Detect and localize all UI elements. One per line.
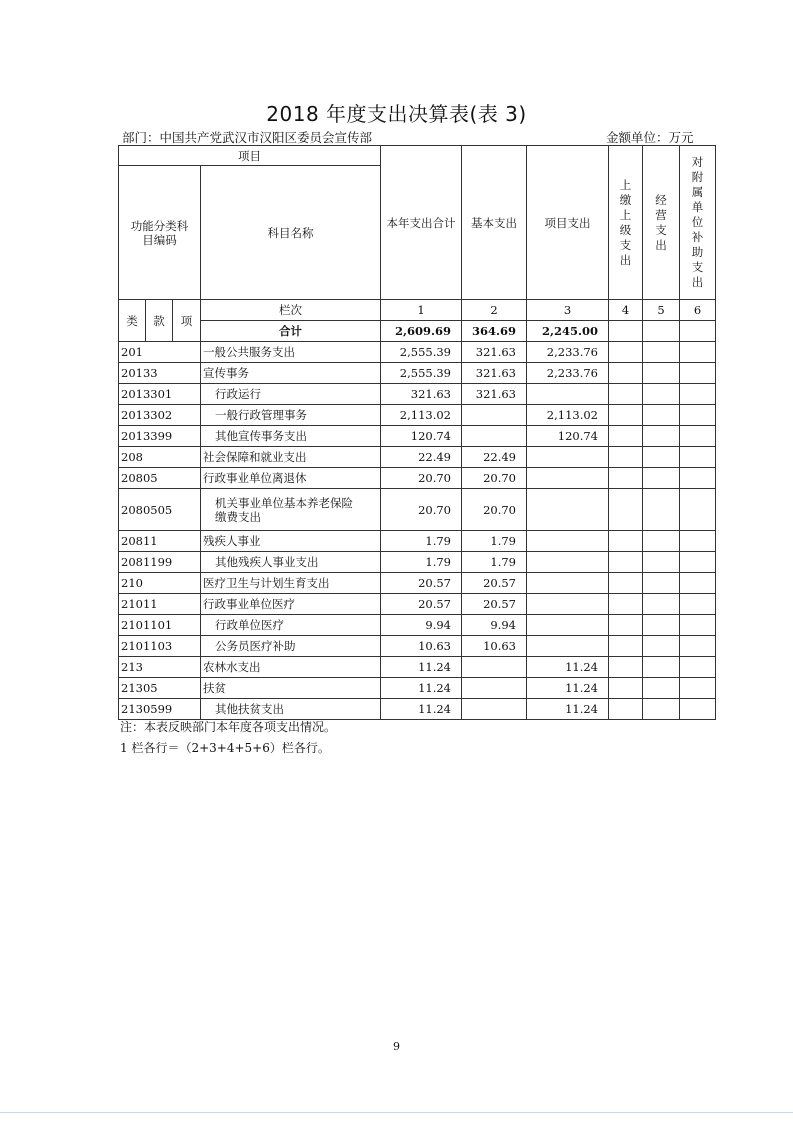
- expenditure-table: [118, 145, 716, 720]
- note-line-2: 1 栏各行＝（2+3+4+5+6）栏各行。: [120, 741, 330, 755]
- row-basic: 1.79: [462, 531, 527, 552]
- row-subject-name: 一般行政管理事务: [201, 405, 381, 426]
- row-upper-pay: [609, 447, 643, 468]
- row-total: 11.24: [381, 678, 462, 699]
- row-basic: 10.63: [462, 636, 527, 657]
- row-basic: 20.70: [462, 468, 527, 489]
- row-subject-name: 行政事业单位医疗: [201, 594, 381, 615]
- row-code: 210: [119, 573, 201, 594]
- row-business: [643, 426, 680, 447]
- col-num-3: 3: [527, 300, 609, 321]
- header-lei: 类: [119, 300, 146, 342]
- row-upper-pay: [609, 468, 643, 489]
- header-column-no: 栏次: [201, 300, 381, 321]
- table-row: [119, 657, 716, 678]
- row-upper-pay: [609, 489, 643, 531]
- row-basic: 321.63: [462, 342, 527, 363]
- row-subsidiary: [680, 531, 716, 552]
- row-project: [527, 468, 609, 489]
- row-business: [643, 657, 680, 678]
- row-total: 10.63: [381, 636, 462, 657]
- row-upper-pay: [609, 678, 643, 699]
- row-subject-name: 社会保障和就业支出: [201, 447, 381, 468]
- data-rows: [119, 342, 716, 720]
- row-basic: 20.70: [462, 489, 527, 531]
- table-row: [119, 426, 716, 447]
- row-business: [643, 342, 680, 363]
- table-row: [119, 531, 716, 552]
- col-num-6: 6: [680, 300, 716, 321]
- row-code: 2013399: [119, 426, 201, 447]
- row-subject-name: 公务员医疗补助: [201, 636, 381, 657]
- row-code: 2013301: [119, 384, 201, 405]
- row-project: 11.24: [527, 699, 609, 720]
- table-row: [119, 468, 716, 489]
- row-subject-name: 其他宣传事务支出: [201, 426, 381, 447]
- unit-label: 金额单位：万元: [606, 130, 694, 145]
- header-upper-pay: [609, 146, 643, 300]
- row-subsidiary: [680, 363, 716, 384]
- note-line-1: 注：本表反映部门本年度各项支出情况。: [120, 720, 337, 734]
- row-code: 20805: [119, 468, 201, 489]
- row-project: 2,233.76: [527, 363, 609, 384]
- row-subsidiary: [680, 468, 716, 489]
- row-project: 11.24: [527, 657, 609, 678]
- table-row: [119, 363, 716, 384]
- row-subject-name: 其他扶贫支出: [201, 699, 381, 720]
- row-subsidiary: [680, 447, 716, 468]
- row-subject-name: 行政事业单位离退休: [201, 468, 381, 489]
- header-subsidiary-exp-text: 对 附 属 单 位 补 助 支 出: [691, 155, 704, 289]
- row-subsidiary: [680, 678, 716, 699]
- row-project: [527, 615, 609, 636]
- page-number: 9: [393, 1040, 400, 1053]
- row-code: 2101101: [119, 615, 201, 636]
- row-code: 20133: [119, 363, 201, 384]
- row-basic: 9.94: [462, 615, 527, 636]
- row-subsidiary: [680, 657, 716, 678]
- department-label: 部门：中国共产党武汉市汉阳区委员会宣传部: [122, 130, 373, 145]
- row-basic: 20.57: [462, 573, 527, 594]
- row-business: [643, 363, 680, 384]
- row-project: 11.24: [527, 678, 609, 699]
- row-project: [527, 594, 609, 615]
- page-title: 2018 年度支出决算表(表 3): [266, 102, 527, 126]
- header-business-exp-text: 经 营 支 出: [655, 192, 667, 252]
- table-row: [119, 489, 716, 531]
- row-subject-name: 一般公共服务支出: [201, 342, 381, 363]
- header-upper-pay-text: 上 缴 上 级 支 出: [619, 177, 632, 267]
- row-subsidiary: [680, 636, 716, 657]
- row-business: [643, 678, 680, 699]
- row-basic: [462, 426, 527, 447]
- row-subject-name: 农林水支出: [201, 657, 381, 678]
- row-subsidiary: [680, 489, 716, 531]
- table-row: [119, 552, 716, 573]
- row-total: 20.70: [381, 489, 462, 531]
- row-upper-pay: [609, 552, 643, 573]
- row-code: 208: [119, 447, 201, 468]
- row-upper-pay: [609, 699, 643, 720]
- row-basic: 20.57: [462, 594, 527, 615]
- row-subsidiary: [680, 426, 716, 447]
- table-row: [119, 447, 716, 468]
- table-row: [119, 405, 716, 426]
- project-total-value: 2,245.00: [527, 321, 609, 342]
- row-code: 21305: [119, 678, 201, 699]
- row-total: 2,555.39: [381, 363, 462, 384]
- row-subject-name: 行政运行: [201, 384, 381, 405]
- header-total-exp: 本年支出合计: [381, 146, 462, 300]
- header-basic-exp: 基本支出: [462, 146, 527, 300]
- row-business: [643, 552, 680, 573]
- table-row: [119, 594, 716, 615]
- row-code: 213: [119, 657, 201, 678]
- row-project: [527, 447, 609, 468]
- row-total: 2,113.02: [381, 405, 462, 426]
- row-subsidiary: [680, 405, 716, 426]
- row-upper-pay: [609, 636, 643, 657]
- header-xiang: 项: [173, 300, 201, 342]
- row-basic: 1.79: [462, 552, 527, 573]
- bottom-rule: [0, 1112, 793, 1113]
- row-subject-name: 残疾人事业: [201, 531, 381, 552]
- table-row: [119, 384, 716, 405]
- row-basic: [462, 657, 527, 678]
- row-upper-pay: [609, 405, 643, 426]
- row-total: 9.94: [381, 615, 462, 636]
- row-subsidiary: [680, 384, 716, 405]
- row-basic: [462, 678, 527, 699]
- row-code: 2101103: [119, 636, 201, 657]
- table-row: [119, 678, 716, 699]
- row-project: [527, 489, 609, 531]
- table-row: [119, 342, 716, 363]
- row-upper-pay: [609, 594, 643, 615]
- row-project: 2,233.76: [527, 342, 609, 363]
- header-project: 项目: [119, 146, 381, 166]
- col-num-2: 2: [462, 300, 527, 321]
- row-business: [643, 531, 680, 552]
- row-total: 1.79: [381, 531, 462, 552]
- row-code: 2080505: [119, 489, 201, 531]
- header-subject-name: 科目名称: [201, 166, 381, 300]
- col-num-5: 5: [643, 300, 680, 321]
- row-project: [527, 552, 609, 573]
- header-subsidiary-exp: [680, 146, 716, 300]
- table-row: [119, 636, 716, 657]
- table-row: [119, 573, 716, 594]
- row-upper-pay: [609, 657, 643, 678]
- row-subsidiary: [680, 594, 716, 615]
- row-basic: 22.49: [462, 447, 527, 468]
- row-project: [527, 531, 609, 552]
- row-total: 11.24: [381, 699, 462, 720]
- row-business: [643, 615, 680, 636]
- row-subsidiary: [680, 699, 716, 720]
- row-upper-pay: [609, 615, 643, 636]
- row-business: [643, 573, 680, 594]
- total-label: 合计: [201, 321, 381, 342]
- row-project: 120.74: [527, 426, 609, 447]
- row-upper-pay: [609, 531, 643, 552]
- row-total: 2,555.39: [381, 342, 462, 363]
- row-total: 20.57: [381, 573, 462, 594]
- row-basic: [462, 699, 527, 720]
- row-total: 20.70: [381, 468, 462, 489]
- empty-cell: [680, 321, 716, 342]
- row-subject-name: 机关事业单位基本养老保险缴费支出: [201, 489, 381, 531]
- row-upper-pay: [609, 426, 643, 447]
- empty-cell: [609, 321, 643, 342]
- basic-total-value: 364.69: [462, 321, 527, 342]
- row-total: 22.49: [381, 447, 462, 468]
- header-kuan: 款: [146, 300, 173, 342]
- row-total: 20.57: [381, 594, 462, 615]
- row-subject-name: 宣传事务: [201, 363, 381, 384]
- row-upper-pay: [609, 573, 643, 594]
- row-total: 321.63: [381, 384, 462, 405]
- total-value: 2,609.69: [381, 321, 462, 342]
- row-code: 2081199: [119, 552, 201, 573]
- row-basic: [462, 405, 527, 426]
- row-upper-pay: [609, 384, 643, 405]
- row-project: [527, 636, 609, 657]
- row-business: [643, 636, 680, 657]
- table-row: [119, 615, 716, 636]
- header-project-exp: 项目支出: [527, 146, 609, 300]
- row-subsidiary: [680, 552, 716, 573]
- row-business: [643, 405, 680, 426]
- row-code: 2130599: [119, 699, 201, 720]
- row-total: 120.74: [381, 426, 462, 447]
- row-business: [643, 489, 680, 531]
- row-business: [643, 447, 680, 468]
- row-code: 20811: [119, 531, 201, 552]
- row-project: [527, 384, 609, 405]
- row-business: [643, 594, 680, 615]
- row-subject-name: 扶贫: [201, 678, 381, 699]
- row-total: 11.24: [381, 657, 462, 678]
- row-subsidiary: [680, 573, 716, 594]
- row-project: 2,113.02: [527, 405, 609, 426]
- row-subsidiary: [680, 615, 716, 636]
- row-subsidiary: [680, 342, 716, 363]
- row-basic: 321.63: [462, 384, 527, 405]
- row-code: 201: [119, 342, 201, 363]
- col-num-4: 4: [609, 300, 643, 321]
- row-subject-name: 医疗卫生与计划生育支出: [201, 573, 381, 594]
- row-subject-name: 行政单位医疗: [201, 615, 381, 636]
- row-total: 1.79: [381, 552, 462, 573]
- row-project: [527, 573, 609, 594]
- header-func-code: 功能分类科目编码: [119, 166, 201, 300]
- col-num-1: 1: [381, 300, 462, 321]
- header-business-exp: [643, 146, 680, 300]
- row-subject-name: 其他残疾人事业支出: [201, 552, 381, 573]
- table-row: [119, 699, 716, 720]
- row-business: [643, 699, 680, 720]
- empty-cell: [643, 321, 680, 342]
- row-upper-pay: [609, 342, 643, 363]
- row-upper-pay: [609, 363, 643, 384]
- row-basic: 321.63: [462, 363, 527, 384]
- row-code: 21011: [119, 594, 201, 615]
- row-business: [643, 468, 680, 489]
- row-code: 2013302: [119, 405, 201, 426]
- row-business: [643, 384, 680, 405]
